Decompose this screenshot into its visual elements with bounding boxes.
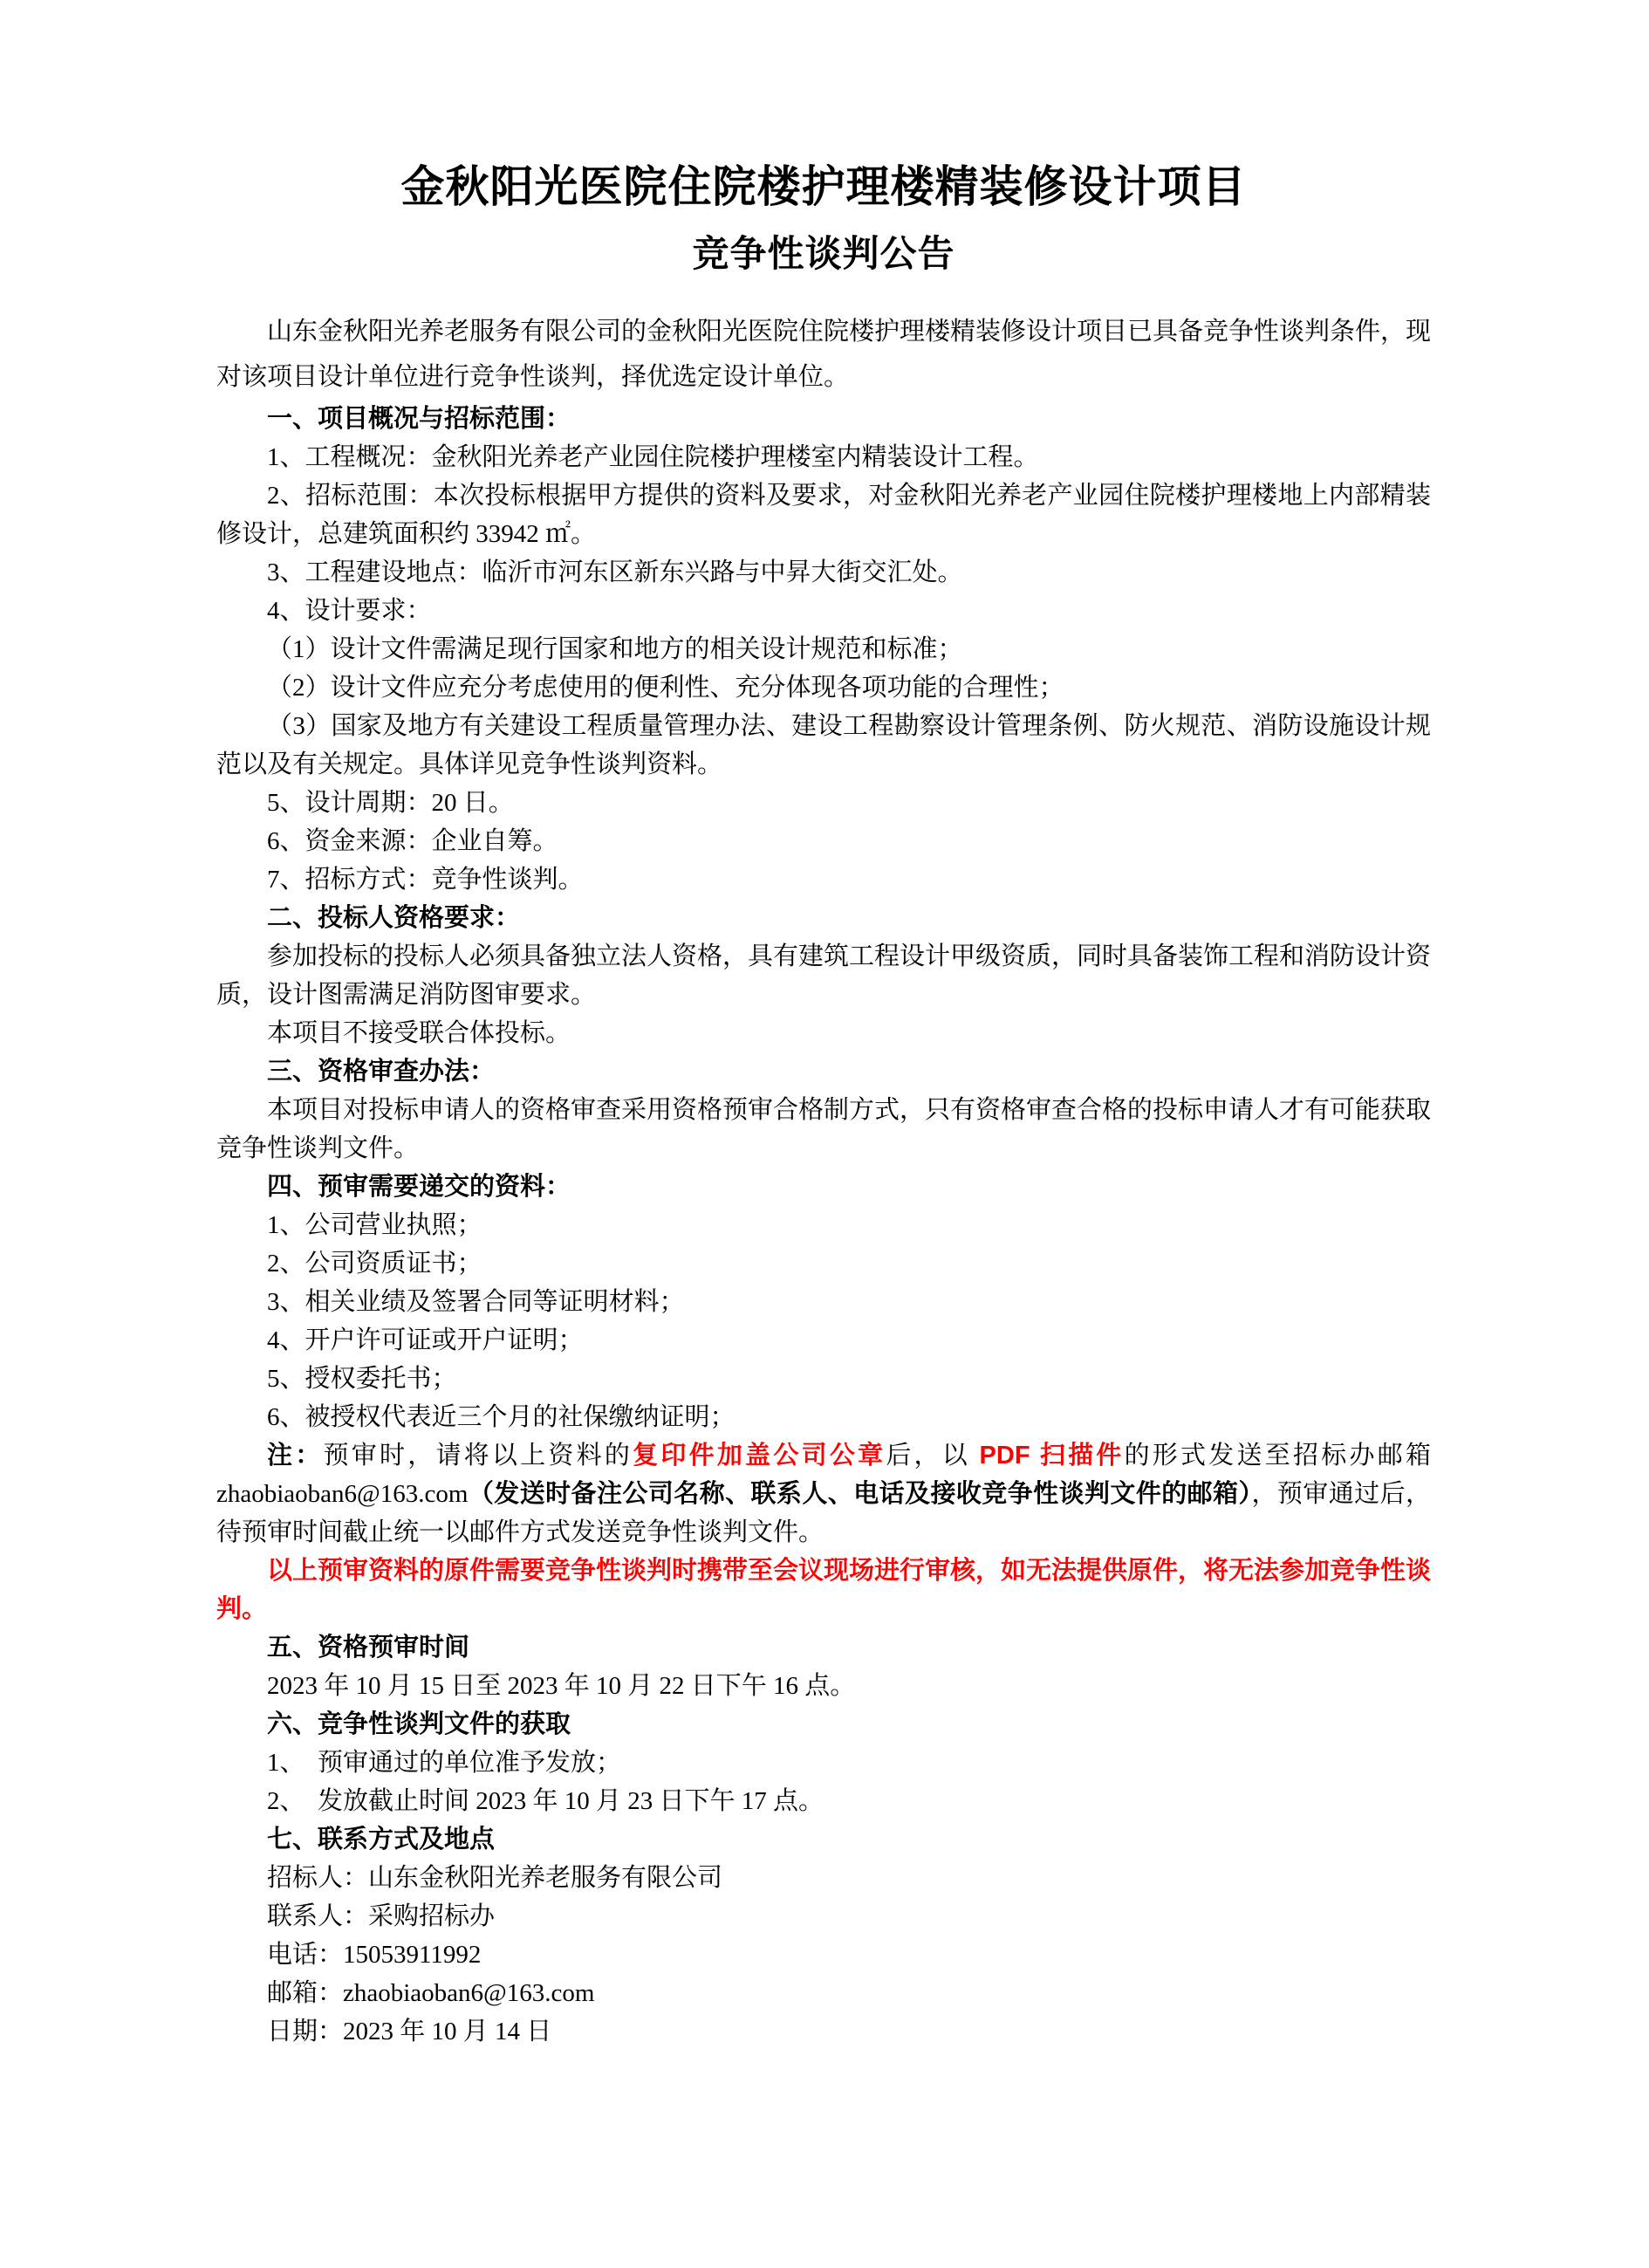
text-run: 五、资格预审时间 — [267, 1634, 470, 1662]
text-run: 三、资格审查办法： — [267, 1058, 496, 1086]
paragraph — [216, 592, 1431, 630]
paragraph — [216, 1360, 1431, 1398]
text-run: 2、招标范围：本次投标根据甲方提供的资料及要求，对金秋阳光养老产业园住院楼护理楼地上内部精装修设计，总建筑面积约 33942 ㎡。 — [216, 482, 1431, 548]
document-subtitle: 竞争性谈判公告 — [692, 233, 955, 274]
text-run: 电话：15053911992 — [267, 1941, 482, 1969]
text-run: （发送时备注公司名称、联系人、电话及接收竞争性谈判文件的邮箱） — [468, 1480, 1252, 1508]
paragraph — [216, 707, 1431, 784]
paragraph — [216, 309, 1431, 400]
paragraph — [216, 822, 1431, 860]
text-run: 1、工程概况：金秋阳光养老产业园住院楼护理楼室内精装设计工程。 — [267, 443, 1039, 471]
paragraph — [216, 1283, 1431, 1321]
text-run: 1、 预审通过的单位准予发放； — [267, 1749, 622, 1777]
paragraph — [216, 1436, 1431, 1552]
paragraph — [216, 1321, 1431, 1360]
document-body — [216, 309, 1431, 2051]
section-heading — [216, 1820, 1431, 1859]
text-run: 2、公司资质证书； — [267, 1250, 482, 1278]
paragraph — [216, 1244, 1431, 1283]
text-run: 日期：2023 年 10 月 14 日 — [267, 2018, 552, 2045]
paragraph — [216, 2012, 1431, 2051]
text-run: 6、资金来源：企业自筹。 — [267, 827, 558, 855]
text-run: 5、授权委托书； — [267, 1365, 457, 1393]
text-run: 复印件加盖公司公章 — [633, 1442, 886, 1470]
section-heading — [216, 1052, 1431, 1091]
paragraph — [216, 1091, 1431, 1168]
paragraph — [216, 1974, 1431, 2012]
paragraph — [216, 1936, 1431, 1974]
paragraph — [216, 937, 1431, 1014]
text-run: 5、设计周期：20 日。 — [267, 789, 514, 817]
paragraph — [216, 438, 1431, 476]
section-heading — [216, 1705, 1431, 1744]
text-run: 4、开户许可证或开户证明； — [267, 1326, 584, 1354]
paragraph — [216, 476, 1431, 553]
text-run: 7、招标方式：竞争性谈判。 — [267, 866, 584, 894]
text-run: 2023 年 10 月 15 日至 2023 年 10 月 22 日下午 16 点。 — [267, 1672, 856, 1700]
paragraph — [216, 668, 1431, 707]
text-run: 2、 发放截止时间 2023 年 10 月 23 日下午 17 点。 — [267, 1787, 824, 1815]
section-heading — [216, 1168, 1431, 1206]
paragraph — [216, 784, 1431, 822]
text-run: 参加投标的投标人必须具备独立法人资格，具有建筑工程设计甲级资质，同时具备装饰工程和消防设计资质，设计图需满足消防图审要求。 — [216, 942, 1432, 1009]
section-heading — [216, 899, 1431, 937]
text-run: （3）国家及地方有关建设工程质量管理办法、建设工程勘察设计管理条例、防火规范、消防设施设计规范以及有关规定。具体详见竞争性谈判资料。 — [216, 712, 1431, 778]
text-run: 3、工程建设地点：临沂市河东区新东兴路与中昇大街交汇处。 — [267, 558, 963, 586]
paragraph — [216, 1744, 1431, 1782]
text-run: （2）设计文件应充分考虑使用的便利性、充分体现各项功能的合理性； — [267, 674, 1064, 702]
text-run: （1）设计文件需满足现行国家和地方的相关设计规范和标准； — [267, 635, 963, 663]
paragraph — [216, 1667, 1431, 1705]
paragraph — [216, 1782, 1431, 1820]
paragraph — [216, 553, 1431, 592]
text-run: 预审时，请将以上资料的 — [323, 1442, 633, 1470]
text-run: 1、公司营业执照； — [267, 1211, 482, 1239]
paragraph — [216, 1398, 1431, 1436]
text-run: 本项目不接受联合体投标。 — [267, 1019, 571, 1047]
text-run: 6、被授权代表近三个月的社保缴纳证明； — [267, 1403, 736, 1431]
text-run: 招标人：山东金秋阳光养老服务有限公司 — [267, 1864, 723, 1892]
text-run: 以上预审资料的原件需要竞争性谈判时携带至会议现场进行审核，如无法提供原件，将无法参加竞争性谈判。 — [216, 1557, 1432, 1623]
text-run: 六、竞争性谈判文件的获取 — [267, 1710, 571, 1738]
text-run: 四、预审需要递交的资料： — [267, 1173, 571, 1201]
text-run: 一、项目概况与招标范围： — [267, 405, 571, 433]
document-title: 金秋阳光医院住院楼护理楼精装修设计项目 — [400, 162, 1247, 211]
text-run: zhaobiaoban6@163.com — [216, 1480, 469, 1508]
text-run: 后，以 — [886, 1442, 980, 1470]
text-run: 二、投标人资格要求： — [267, 904, 521, 932]
text-run: 的形式发送至招标办邮箱 — [1124, 1442, 1431, 1470]
text-run: 联系人：采购招标办 — [267, 1902, 496, 1930]
paragraph — [216, 1014, 1431, 1052]
text-run: 七、联系方式及地点 — [267, 1826, 496, 1853]
paragraph — [216, 1897, 1431, 1936]
section-heading — [216, 1628, 1431, 1667]
paragraph — [216, 630, 1431, 668]
section-heading — [216, 400, 1431, 438]
text-run: PDF 扫描件 — [979, 1442, 1125, 1470]
text-run: 山东金秋阳光养老服务有限公司的金秋阳光医院住院楼护理楼精装修设计项目已具备竞争性谈判条件，现对该项目设计单位进行竞争性谈判，择优选定设计单位。 — [216, 318, 1432, 391]
paragraph — [216, 860, 1431, 899]
text-run: 本项目对投标申请人的资格审查采用资格预审合格制方式，只有资格审查合格的投标申请人才有可能获取竞争性谈判文件。 — [216, 1096, 1432, 1162]
paragraph — [216, 1552, 1431, 1628]
paragraph — [216, 1206, 1431, 1244]
text-run: ，预审通过后，待预审时间截止统一以邮件方式发送竞争性谈判文件。 — [216, 1480, 1431, 1546]
text-run: 3、相关业绩及签署合同等证明材料； — [267, 1288, 685, 1316]
text-run: 邮箱：zhaobiaoban6@163.com — [267, 1979, 595, 2007]
paragraph — [216, 1859, 1431, 1897]
text-run: 4、设计要求： — [267, 597, 432, 625]
text-run: 注： — [267, 1442, 324, 1470]
